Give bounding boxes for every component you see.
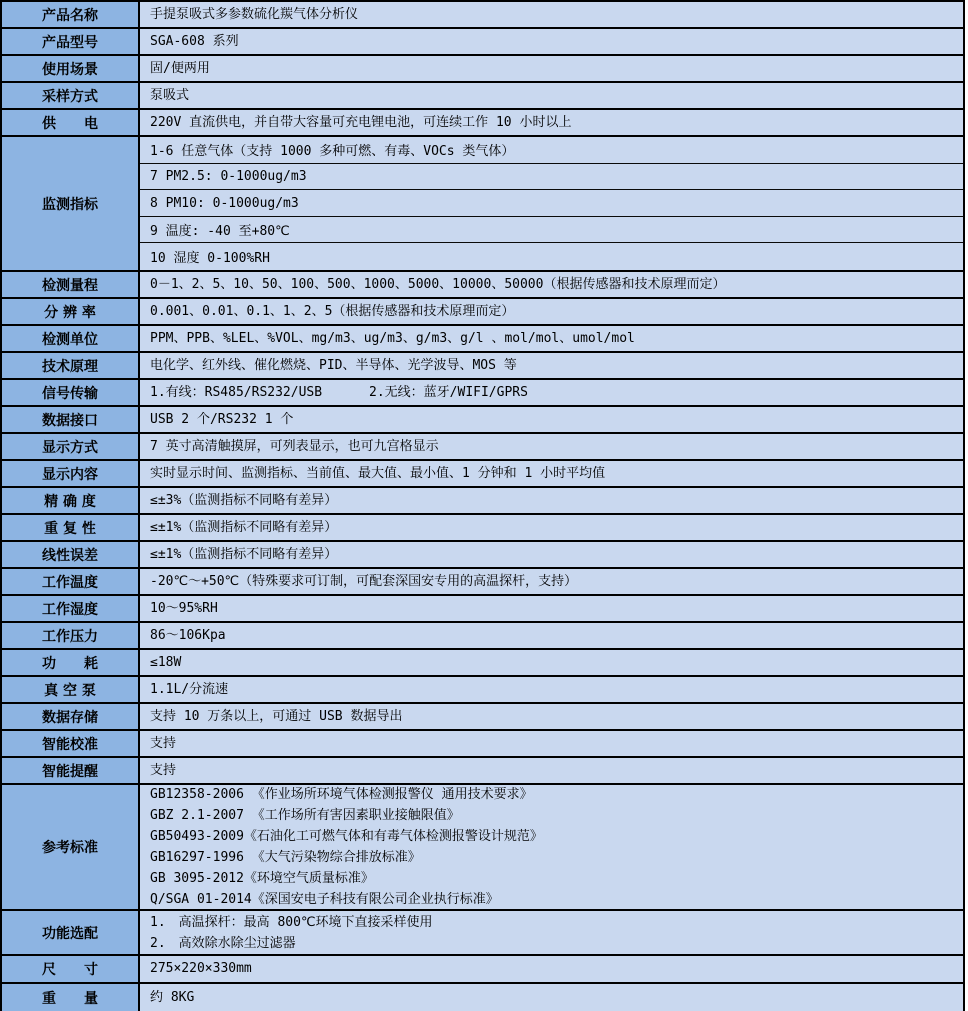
value-line: 固/便两用 [150, 60, 210, 76]
spec-row [2, 407, 963, 434]
spec-row [2, 704, 963, 731]
spec-row [2, 272, 963, 299]
value-line: 7 英寸高清触摸屏，可列表显示，也可九宫格显示 [150, 438, 439, 454]
value-line: 7 PM2.5: 0-1000ug/m3 [140, 164, 963, 191]
row-value [140, 272, 963, 297]
value-line: 支持 10 万条以上，可通过 USB 数据导出 [150, 708, 403, 724]
value-line: 275×220×330mm [150, 961, 252, 976]
row-value [140, 353, 963, 378]
row-value [140, 623, 963, 648]
row-value [140, 650, 963, 675]
spec-row [2, 110, 963, 137]
row-value [140, 911, 963, 954]
value-line: SGA-608 系列 [150, 33, 239, 49]
spec-row [2, 353, 963, 380]
row-label: 产品名称 [2, 2, 140, 27]
row-label: 检测量程 [2, 272, 140, 297]
spec-row [2, 137, 963, 272]
value-line: 电化学、红外线、催化燃烧、PID、半导体、光学波导、MOS 等 [150, 357, 517, 373]
row-label: 数据存储 [2, 704, 140, 729]
value-line: 支持 [150, 735, 177, 751]
row-value [140, 731, 963, 756]
value-line: 8 PM10: 0-1000ug/m3 [140, 190, 963, 217]
row-value [140, 299, 963, 324]
value-line: ≤±1%（监测指标不同略有差异） [150, 519, 338, 535]
spec-row [2, 911, 963, 956]
row-label: 工作温度 [2, 569, 140, 594]
row-label: 采样方式 [2, 83, 140, 108]
value-line: GBZ 2.1-2007 《工作场所有害因素职业接触限值》 [150, 808, 460, 823]
row-label: 精 确 度 [2, 488, 140, 513]
row-value [140, 326, 963, 351]
spec-row [2, 488, 963, 515]
value-line: 0－1、2、5、10、50、100、500、1000、5000、10000、50000（根据传感器和技术原理而定） [150, 276, 726, 292]
spec-row [2, 29, 963, 56]
value-line: GB16297-1996 《大气污染物综合排放标准》 [150, 850, 421, 865]
spec-row [2, 984, 963, 1011]
value-line: 220V 直流供电，并自带大容量可充电锂电池，可连续工作 10 小时以上 [150, 114, 572, 130]
row-value [140, 407, 963, 432]
value-line: 2. 高效除水除尘过滤器 [150, 935, 296, 951]
row-value [140, 110, 963, 135]
value-line: 约 8KG [150, 989, 195, 1005]
row-value [140, 380, 963, 405]
row-label: 信号传输 [2, 380, 140, 405]
spec-row [2, 299, 963, 326]
value-line: GB50493-2009《石油化工可燃气体和有毒气体检测报警设计规范》 [150, 829, 543, 844]
row-label: 显示方式 [2, 434, 140, 459]
row-value [140, 677, 963, 702]
value-line: 手提泵吸式多参数硫化羰气体分析仪 [150, 6, 359, 22]
row-value [140, 596, 963, 621]
row-value [140, 461, 963, 486]
row-value [140, 758, 963, 783]
row-value [140, 83, 963, 108]
value-line: USB 2 个/RS232 1 个 [150, 411, 294, 427]
value-line: 支持 [150, 762, 177, 778]
value-line: 1.有线：RS485/RS232/USB 2.无线：蓝牙/WIFI/GPRS [150, 384, 528, 400]
spec-row [2, 380, 963, 407]
spec-row [2, 515, 963, 542]
row-value [140, 785, 963, 909]
row-label: 智能校准 [2, 731, 140, 756]
row-value [140, 984, 963, 1011]
row-value [140, 56, 963, 81]
spec-row [2, 650, 963, 677]
spec-row [2, 758, 963, 785]
row-value [140, 956, 963, 982]
row-label: 显示内容 [2, 461, 140, 486]
row-label: 监测指标 [2, 137, 140, 270]
spec-row [2, 596, 963, 623]
row-label: 尺 寸 [2, 956, 140, 982]
row-value [140, 434, 963, 459]
row-value [140, 515, 963, 540]
row-label: 技术原理 [2, 353, 140, 378]
spec-row [2, 785, 963, 911]
value-line: 9 温度: -40 至+80℃ [140, 217, 963, 244]
spec-row [2, 434, 963, 461]
spec-row [2, 677, 963, 704]
value-line: Q/SGA 01-2014《深国安电子科技有限公司企业执行标准》 [150, 892, 499, 907]
value-line: 0.001、0.01、0.1、1、2、5（根据传感器和技术原理而定） [150, 303, 515, 319]
spec-row [2, 569, 963, 596]
row-label: 真 空 泵 [2, 677, 140, 702]
spec-row [2, 83, 963, 110]
value-line: ≤±3%（监测指标不同略有差异） [150, 492, 338, 508]
value-line: PPM、PPB、%LEL、%VOL、mg/m3、ug/m3、g/m3、g/l 、mol/mol、umol/mol [150, 330, 635, 346]
spec-row [2, 731, 963, 758]
row-label: 参考标准 [2, 785, 140, 909]
spec-row [2, 542, 963, 569]
value-line: 10 湿度 0-100%RH [150, 251, 270, 267]
value-line: GB 3095-2012《环境空气质量标准》 [150, 871, 374, 886]
row-value [140, 542, 963, 567]
row-label: 工作湿度 [2, 596, 140, 621]
row-label: 分 辨 率 [2, 299, 140, 324]
spec-row [2, 461, 963, 488]
value-line: ≤18W [150, 654, 182, 670]
value-line: 实时显示时间、监测指标、当前值、最大值、最小值、1 分钟和 1 小时平均值 [150, 465, 606, 481]
row-value [140, 569, 963, 594]
row-label: 重 复 性 [2, 515, 140, 540]
value-line: 1-6 任意气体（支持 1000 多种可燃、有毒、VOCs 类气体） [140, 137, 963, 164]
spec-row [2, 326, 963, 353]
row-label: 智能提醒 [2, 758, 140, 783]
value-line: ≤±1%（监测指标不同略有差异） [150, 546, 338, 562]
row-value [140, 704, 963, 729]
row-label: 数据接口 [2, 407, 140, 432]
spec-row [2, 623, 963, 650]
row-label: 重 量 [2, 984, 140, 1011]
row-value [140, 2, 963, 27]
value-line: 1.1L/分流速 [150, 681, 229, 697]
row-label: 线性误差 [2, 542, 140, 567]
row-label: 工作压力 [2, 623, 140, 648]
row-label: 使用场景 [2, 56, 140, 81]
value-line: 泵吸式 [150, 87, 190, 103]
row-label: 检测单位 [2, 326, 140, 351]
row-label: 功 耗 [2, 650, 140, 675]
value-line: 86～106Kpa [150, 627, 226, 643]
spec-row [2, 56, 963, 83]
row-value [140, 29, 963, 54]
value-line: GB12358-2006 《作业场所环境气体检测报警仪 通用技术要求》 [150, 787, 533, 802]
row-value [140, 137, 963, 270]
value-line: 1. 高温探杆：最高 800℃环境下直接采样使用 [150, 914, 433, 930]
row-label: 产品型号 [2, 29, 140, 54]
value-line: -20℃～+50℃（特殊要求可订制，可配套深国安专用的高温探杆，支持） [150, 573, 578, 589]
spec-row [2, 956, 963, 984]
spec-row [2, 2, 963, 29]
row-label: 功能选配 [2, 911, 140, 954]
row-label: 供 电 [2, 110, 140, 135]
row-value [140, 488, 963, 513]
value-line: 10～95%RH [150, 600, 218, 616]
